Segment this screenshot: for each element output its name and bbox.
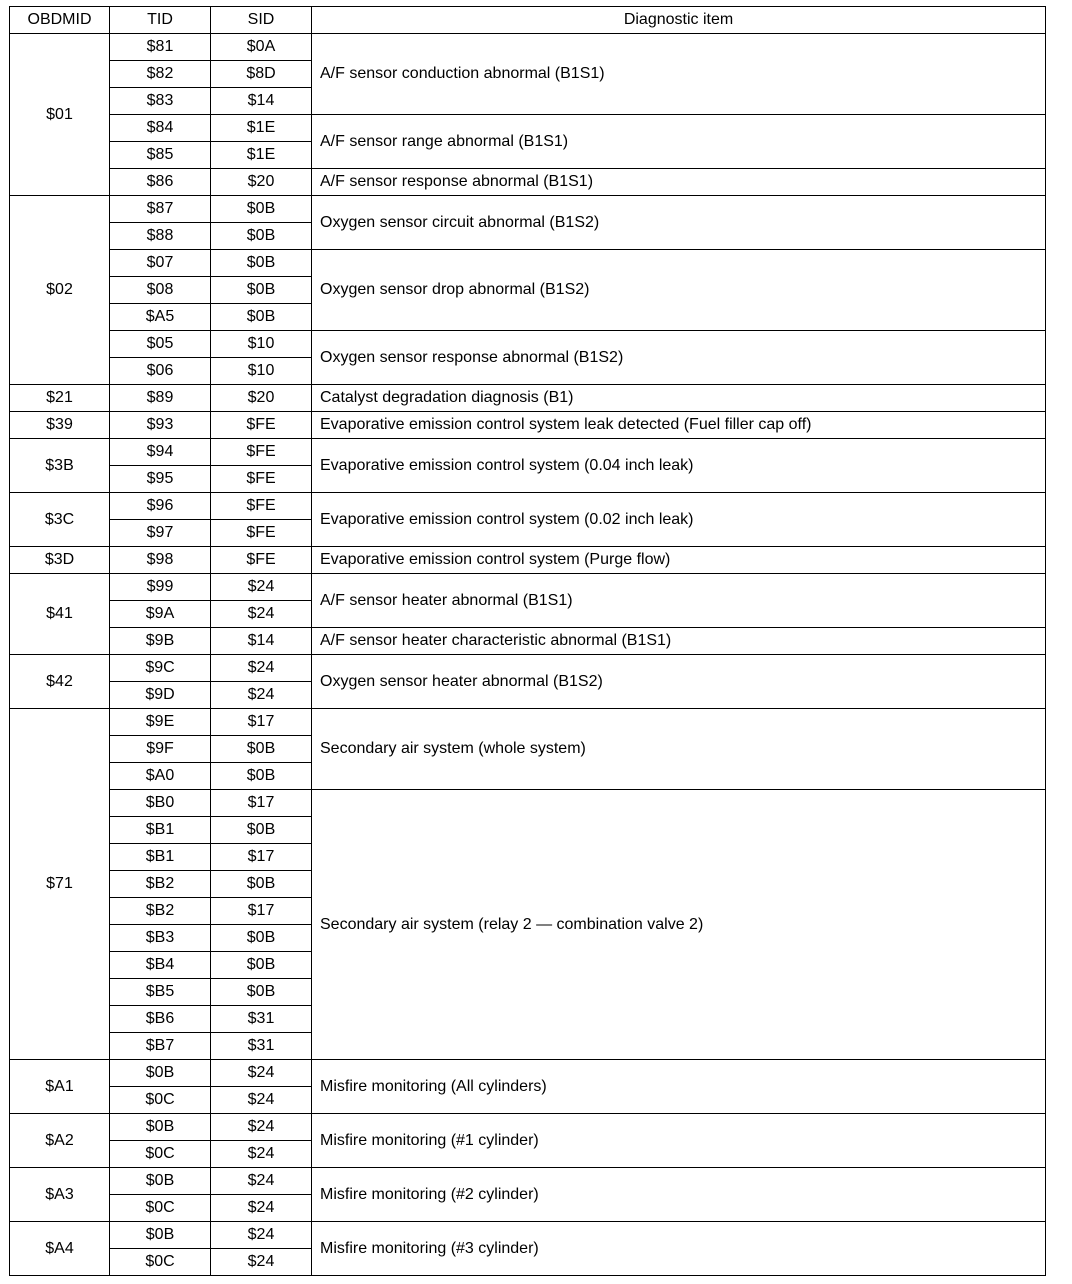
sid-cell: $31 [211, 1033, 312, 1060]
table-row [10, 412, 1046, 439]
sid-cell: $0B [211, 979, 312, 1006]
diagnostic-item-cell: Secondary air system (whole system) [312, 709, 1046, 790]
tid-cell: $93 [110, 412, 211, 439]
obdmid-cell: $71 [10, 709, 110, 1060]
table-row [10, 115, 1046, 142]
obdmid-cell: $21 [10, 385, 110, 412]
diagnostic-item-cell: A/F sensor heater abnormal (B1S1) [312, 574, 1046, 628]
table-row [10, 1222, 1046, 1249]
diagnostic-item-cell: Oxygen sensor circuit abnormal (B1S2) [312, 196, 1046, 250]
tid-cell: $B2 [110, 898, 211, 925]
sid-cell: $FE [211, 439, 312, 466]
tid-cell: $A0 [110, 763, 211, 790]
sid-cell: $0B [211, 736, 312, 763]
diagnostic-item-cell: Misfire monitoring (All cylinders) [312, 1060, 1046, 1114]
tid-cell: $89 [110, 385, 211, 412]
table-row [10, 34, 1046, 61]
obdmid-cell: $02 [10, 196, 110, 385]
tid-cell: $B7 [110, 1033, 211, 1060]
diagnostic-item-cell: Secondary air system (relay 2 — combination valve 2) [312, 790, 1046, 1060]
tid-cell: $B1 [110, 844, 211, 871]
sid-cell: $FE [211, 412, 312, 439]
table-row [10, 385, 1046, 412]
sid-cell: $17 [211, 898, 312, 925]
tid-cell: $84 [110, 115, 211, 142]
diagnostic-item-cell: Evaporative emission control system (0.02 inch leak) [312, 493, 1046, 547]
obdmid-cell: $3D [10, 547, 110, 574]
tid-cell: $0B [110, 1060, 211, 1087]
sid-cell: $FE [211, 520, 312, 547]
tid-cell: $83 [110, 88, 211, 115]
tid-cell: $95 [110, 466, 211, 493]
tid-cell: $86 [110, 169, 211, 196]
sid-cell: $0B [211, 223, 312, 250]
sid-cell: $24 [211, 1087, 312, 1114]
table-row [10, 574, 1046, 601]
tid-cell: $B1 [110, 817, 211, 844]
sid-cell: $0B [211, 952, 312, 979]
obdmid-cell: $A4 [10, 1222, 110, 1276]
diagnostic-item-cell: Oxygen sensor heater abnormal (B1S2) [312, 655, 1046, 709]
tid-cell: $9C [110, 655, 211, 682]
sid-cell: $1E [211, 142, 312, 169]
diagnostic-item-cell: Evaporative emission control system leak detected (Fuel filler cap off) [312, 412, 1046, 439]
obdmid-cell: $A3 [10, 1168, 110, 1222]
table-row [10, 331, 1046, 358]
tid-cell: $9D [110, 682, 211, 709]
header-diagnostic-item: Diagnostic item [312, 7, 1046, 34]
tid-cell: $81 [110, 34, 211, 61]
tid-cell: $08 [110, 277, 211, 304]
sid-cell: $31 [211, 1006, 312, 1033]
tid-cell: $B5 [110, 979, 211, 1006]
table-row [10, 547, 1046, 574]
sid-cell: $10 [211, 358, 312, 385]
sid-cell: $0B [211, 196, 312, 223]
tid-cell: $0B [110, 1168, 211, 1195]
tid-cell: $B0 [110, 790, 211, 817]
tid-cell: $B4 [110, 952, 211, 979]
sid-cell: $0B [211, 925, 312, 952]
tid-cell: $0C [110, 1087, 211, 1114]
diagnostic-item-cell: Misfire monitoring (#2 cylinder) [312, 1168, 1046, 1222]
table-row [10, 1168, 1046, 1195]
sid-cell: $24 [211, 574, 312, 601]
diagnostic-item-cell: Oxygen sensor drop abnormal (B1S2) [312, 250, 1046, 331]
sid-cell: $0A [211, 34, 312, 61]
table-row [10, 628, 1046, 655]
table-row [10, 196, 1046, 223]
obdmid-cell: $41 [10, 574, 110, 655]
diagnostic-item-cell: Catalyst degradation diagnosis (B1) [312, 385, 1046, 412]
tid-cell: $05 [110, 331, 211, 358]
header-tid: TID [110, 7, 211, 34]
table-row [10, 169, 1046, 196]
tid-cell: $B6 [110, 1006, 211, 1033]
table-row [10, 709, 1046, 736]
tid-cell: $9E [110, 709, 211, 736]
sid-cell: $24 [211, 1222, 312, 1249]
tid-cell: $82 [110, 61, 211, 88]
diagnostic-item-cell: Oxygen sensor response abnormal (B1S2) [312, 331, 1046, 385]
tid-cell: $88 [110, 223, 211, 250]
diagnostic-item-cell: A/F sensor range abnormal (B1S1) [312, 115, 1046, 169]
table-row [10, 790, 1046, 817]
sid-cell: $14 [211, 628, 312, 655]
tid-cell: $B3 [110, 925, 211, 952]
obdmid-diagnostic-table [9, 6, 1046, 1276]
obdmid-table-container [9, 6, 1046, 1276]
tid-cell: $97 [110, 520, 211, 547]
diagnostic-item-cell: A/F sensor heater characteristic abnormal (B1S1) [312, 628, 1046, 655]
sid-cell: $24 [211, 1249, 312, 1276]
tid-cell: $98 [110, 547, 211, 574]
sid-cell: $8D [211, 61, 312, 88]
sid-cell: $24 [211, 682, 312, 709]
sid-cell: $14 [211, 88, 312, 115]
obdmid-cell: $42 [10, 655, 110, 709]
tid-cell: $0B [110, 1114, 211, 1141]
sid-cell: $24 [211, 601, 312, 628]
sid-cell: $24 [211, 1168, 312, 1195]
sid-cell: $0B [211, 250, 312, 277]
diagnostic-item-cell: A/F sensor response abnormal (B1S1) [312, 169, 1046, 196]
tid-cell: $96 [110, 493, 211, 520]
diagnostic-item-cell: Misfire monitoring (#1 cylinder) [312, 1114, 1046, 1168]
table-row [10, 1060, 1046, 1087]
tid-cell: $0B [110, 1222, 211, 1249]
diagnostic-item-cell: Evaporative emission control system (0.04 inch leak) [312, 439, 1046, 493]
diagnostic-item-cell: A/F sensor conduction abnormal (B1S1) [312, 34, 1046, 115]
tid-cell: $B2 [110, 871, 211, 898]
sid-cell: $24 [211, 1114, 312, 1141]
tid-cell: $07 [110, 250, 211, 277]
diagnostic-item-cell: Misfire monitoring (#3 cylinder) [312, 1222, 1046, 1276]
obdmid-cell: $A2 [10, 1114, 110, 1168]
tid-cell: $9F [110, 736, 211, 763]
table-row [10, 439, 1046, 466]
tid-cell: $85 [110, 142, 211, 169]
sid-cell: $0B [211, 871, 312, 898]
tid-cell: $87 [110, 196, 211, 223]
sid-cell: $24 [211, 1141, 312, 1168]
tid-cell: $9A [110, 601, 211, 628]
tid-cell: $0C [110, 1249, 211, 1276]
obdmid-cell: $A1 [10, 1060, 110, 1114]
sid-cell: $0B [211, 817, 312, 844]
table-row [10, 1114, 1046, 1141]
sid-cell: $0B [211, 763, 312, 790]
sid-cell: $20 [211, 169, 312, 196]
obdmid-cell: $3B [10, 439, 110, 493]
sid-cell: $FE [211, 493, 312, 520]
table-row [10, 655, 1046, 682]
sid-cell: $17 [211, 790, 312, 817]
diagnostic-item-cell: Evaporative emission control system (Purge flow) [312, 547, 1046, 574]
sid-cell: $0B [211, 277, 312, 304]
obdmid-cell: $39 [10, 412, 110, 439]
sid-cell: $FE [211, 466, 312, 493]
sid-cell: $17 [211, 844, 312, 871]
sid-cell: $24 [211, 1060, 312, 1087]
sid-cell: $FE [211, 547, 312, 574]
tid-cell: $0C [110, 1195, 211, 1222]
tid-cell: $94 [110, 439, 211, 466]
obdmid-cell: $3C [10, 493, 110, 547]
sid-cell: $1E [211, 115, 312, 142]
tid-cell: $A5 [110, 304, 211, 331]
sid-cell: $17 [211, 709, 312, 736]
header-obdmid: OBDMID [10, 7, 110, 34]
sid-cell: $24 [211, 655, 312, 682]
tid-cell: $9B [110, 628, 211, 655]
table-row [10, 493, 1046, 520]
sid-cell: $10 [211, 331, 312, 358]
sid-cell: $24 [211, 1195, 312, 1222]
tid-cell: $0C [110, 1141, 211, 1168]
sid-cell: $20 [211, 385, 312, 412]
tid-cell: $06 [110, 358, 211, 385]
table-row [10, 250, 1046, 277]
header-sid: SID [211, 7, 312, 34]
tid-cell: $99 [110, 574, 211, 601]
header-row [10, 7, 1046, 34]
obdmid-cell: $01 [10, 34, 110, 196]
sid-cell: $0B [211, 304, 312, 331]
